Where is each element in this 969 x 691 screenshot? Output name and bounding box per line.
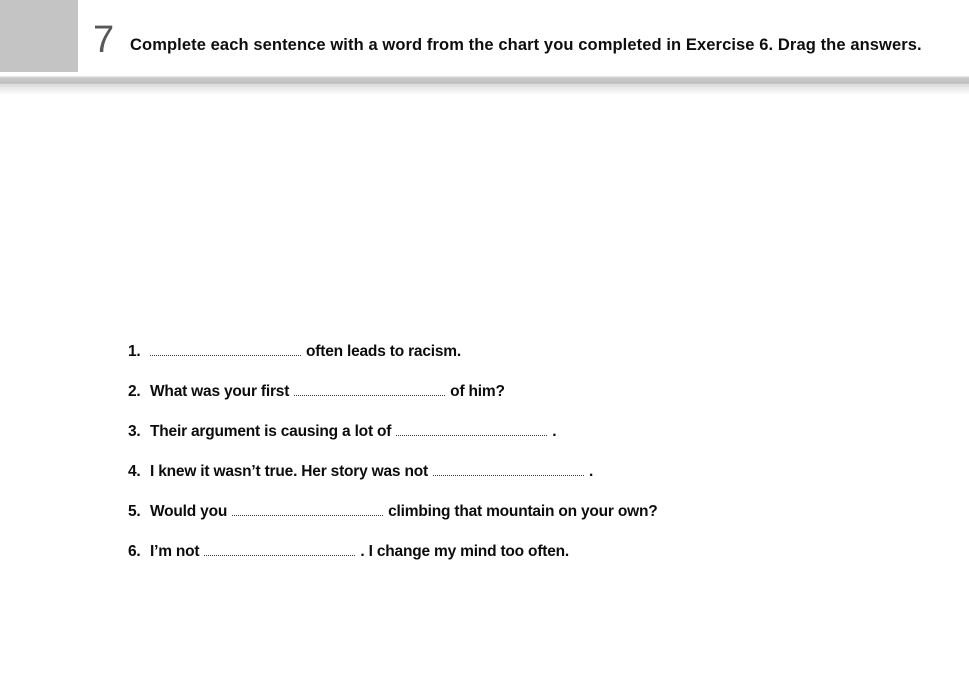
sentence-number: 6.	[128, 543, 141, 560]
sentence-row-5	[128, 492, 939, 532]
sentence-number: 3.	[128, 423, 141, 440]
sentence-number: 2.	[128, 383, 141, 400]
sentence-after-text: climbing that mountain on your own?	[388, 503, 658, 520]
sentence-after-text: of him?	[450, 383, 505, 400]
sentence-before-text: I knew it wasn’t true. Her story was not	[150, 463, 428, 480]
answer-blank-2[interactable]	[294, 383, 445, 396]
answer-blank-4[interactable]	[433, 463, 584, 476]
sentence-text	[150, 383, 505, 401]
sentence-before-text: Would you	[150, 503, 228, 520]
sentence-after-text: . I change my mind too often.	[360, 543, 570, 560]
header-divider	[0, 76, 969, 95]
exercise-instruction: Complete each sentence with a word from the chart you completed in Exercise 6. Drag the answers.	[130, 36, 922, 54]
answer-blank-6[interactable]	[204, 543, 355, 556]
sentence-after-text: often leads to racism.	[306, 343, 461, 360]
sentence-list	[128, 332, 939, 572]
sentence-row-2	[128, 372, 939, 412]
sentence-text	[150, 543, 569, 561]
exercise-number: 7	[93, 19, 114, 61]
sentence-text	[150, 423, 556, 441]
answer-blank-1[interactable]	[150, 343, 301, 356]
sentence-number: 5.	[128, 503, 141, 520]
sentence-after-text: .	[588, 463, 594, 480]
sentence-text	[150, 463, 593, 481]
sentence-row-4	[128, 452, 939, 492]
sentence-number: 4.	[128, 463, 141, 480]
sentence-number: 1.	[128, 343, 141, 360]
sentence-before-text: I’m not	[150, 543, 200, 560]
sentence-before-text: What was your first	[150, 383, 290, 400]
corner-square	[0, 0, 78, 72]
answer-blank-3[interactable]	[396, 423, 547, 436]
sentence-row-6	[128, 532, 939, 572]
sentence-text	[150, 343, 461, 361]
sentence-after-text: .	[552, 423, 557, 440]
sentence-row-1	[128, 332, 939, 372]
answer-blank-5[interactable]	[232, 503, 383, 516]
sentence-row-3	[128, 412, 939, 452]
sentence-before-text: Their argument is causing a lot of	[150, 423, 392, 440]
sentence-text	[150, 503, 658, 521]
